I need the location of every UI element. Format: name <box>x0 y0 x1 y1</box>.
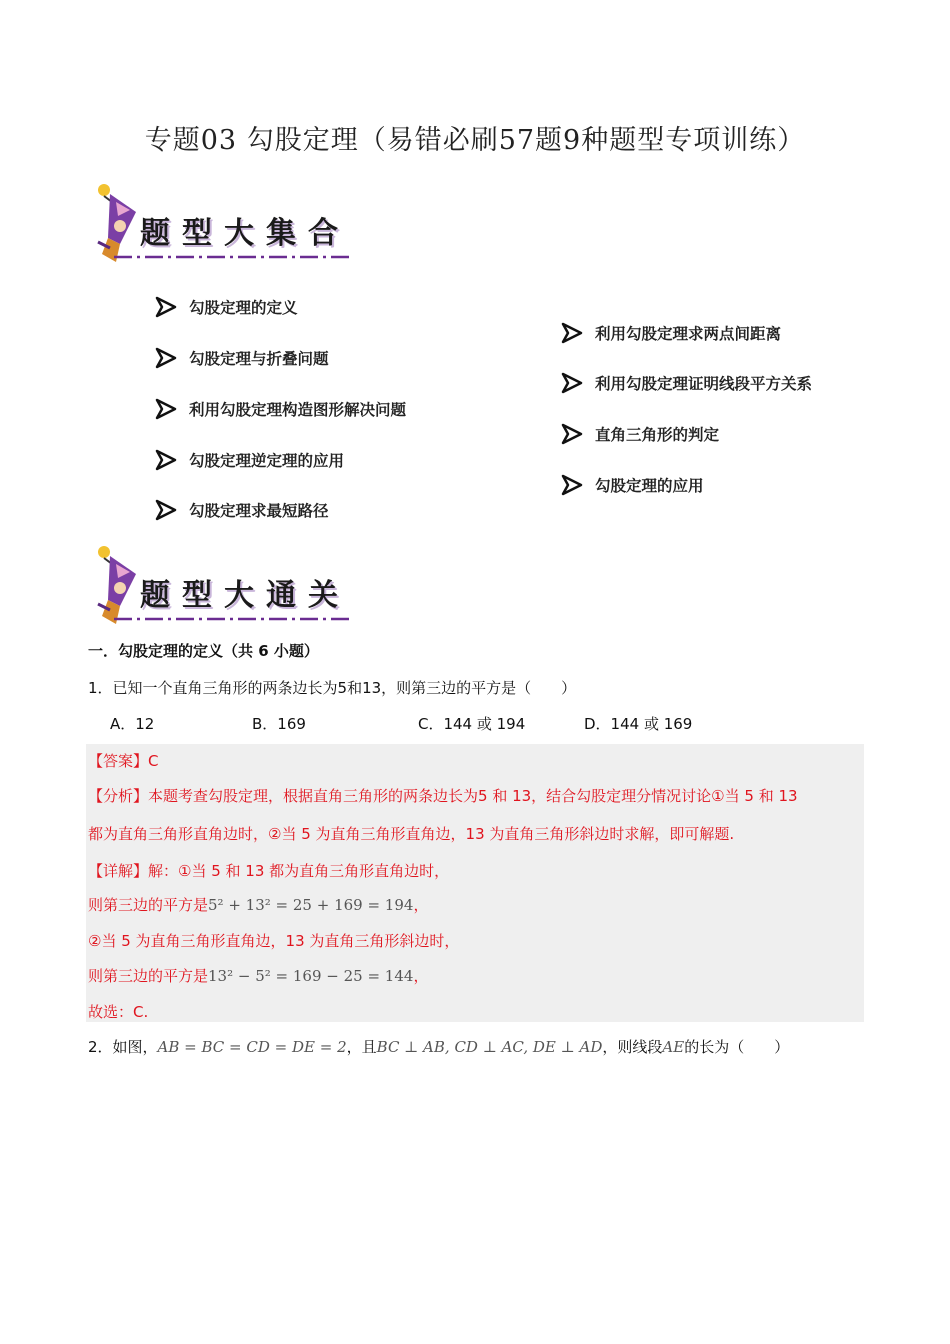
detail-punct: ， <box>413 896 429 914</box>
detail-text: 解：①当 5 和 13 都为直角三角形直角边时， <box>148 862 450 880</box>
arrow-right-icon <box>155 398 177 420</box>
topic-item <box>155 398 406 420</box>
banner-title: 题型大通关 <box>140 578 350 613</box>
page-title: 专题03 勾股定理（易错必刷57题9种题型专项训练） <box>144 125 806 156</box>
banner-topic-collection <box>86 182 351 268</box>
arrow-right-icon <box>561 474 583 496</box>
section-title: 一．勾股定理的定义（共 6 小题） <box>88 642 319 660</box>
equation-1: 5² + 13² = 25 + 169 = 194 <box>208 896 414 914</box>
dashed-underline <box>114 616 350 622</box>
topic-item <box>155 499 329 521</box>
wizard-icon <box>90 544 146 626</box>
topic-item <box>561 423 719 445</box>
analysis-text: 本题考查勾股定理，根据直角三角形的两条边长为5 和 13，结合勾股定理分情况讨论①当 5 和 13 <box>148 787 798 805</box>
option-d: D．144 或 169 <box>584 715 693 733</box>
topic-label: 利用勾股定理求两点间距离 <box>595 325 782 343</box>
detail-line-1 <box>88 860 449 881</box>
detail-punct: ， <box>413 967 429 985</box>
q2-math-1: AB = BC = CD = DE = 2 <box>157 1038 347 1056</box>
topic-label: 勾股定理的应用 <box>595 477 704 495</box>
arrow-right-icon <box>561 372 583 394</box>
option-c: C．144 或 194 <box>418 715 526 733</box>
equation-2: 13² − 5² = 169 − 25 = 144 <box>208 967 414 985</box>
topic-item <box>155 347 329 369</box>
option-a: A．12 <box>110 715 155 733</box>
topic-item <box>155 296 298 318</box>
topic-label: 勾股定理求最短路径 <box>189 502 329 520</box>
q2-text: 的长为（ ） <box>684 1038 790 1056</box>
arrow-right-icon <box>561 423 583 445</box>
detail-line-2 <box>88 894 428 915</box>
q2-math-3: AE <box>662 1038 685 1056</box>
detail-text: 则第三边的平方是 <box>88 896 209 914</box>
q2-text: ，且 <box>346 1038 377 1056</box>
analysis-label: 【分析】 <box>88 787 149 805</box>
answer-label: 【答案】 <box>88 752 149 770</box>
q2-text: 2．如图， <box>88 1038 158 1056</box>
topic-item <box>155 449 344 471</box>
analysis-line-1 <box>88 785 798 806</box>
arrow-right-icon <box>155 296 177 318</box>
question-2-stem <box>88 1036 789 1057</box>
detail-line-4 <box>88 965 428 986</box>
topic-label: 勾股定理逆定理的应用 <box>189 452 345 470</box>
detail-text: 则第三边的平方是 <box>88 967 209 985</box>
detail-line-3: ②当 5 为直角三角形直角边，13 为直角三角形斜边时， <box>88 932 460 950</box>
arrow-right-icon <box>155 347 177 369</box>
analysis-line-2: 都为直角三角形直角边时，②当 5 为直角三角形直角边，13 为直角三角形斜边时求解，即可解题. <box>88 825 735 843</box>
detail-label: 【详解】 <box>88 862 149 880</box>
topic-label: 利用勾股定理构造图形解决问题 <box>189 401 407 419</box>
arrow-right-icon <box>561 322 583 344</box>
dashed-underline <box>114 254 350 260</box>
topic-item <box>561 322 781 344</box>
detail-line-5: 故选：C. <box>88 1003 149 1021</box>
answer-value: C <box>148 752 159 770</box>
topic-item <box>561 372 812 394</box>
topic-label: 勾股定理与折叠问题 <box>189 350 329 368</box>
wizard-icon <box>90 182 146 264</box>
banner-topic-practice <box>86 544 351 630</box>
q2-math-2: BC ⊥ AB, CD ⊥ AC, DE ⊥ AD <box>376 1038 603 1056</box>
topic-item <box>561 474 704 496</box>
arrow-right-icon <box>155 449 177 471</box>
question-1-stem: 1．已知一个直角三角形的两条边长为5和13，则第三边的平方是（ ） <box>88 679 577 697</box>
answer-line <box>88 750 159 771</box>
banner-title: 题型大集合 <box>140 216 350 251</box>
q2-text: ，则线段 <box>602 1038 663 1056</box>
topic-label: 利用勾股定理证明线段平方关系 <box>595 375 813 393</box>
topic-label: 直角三角形的判定 <box>595 426 720 444</box>
arrow-right-icon <box>155 499 177 521</box>
option-b: B．169 <box>252 715 306 733</box>
topic-label: 勾股定理的定义 <box>189 299 298 317</box>
